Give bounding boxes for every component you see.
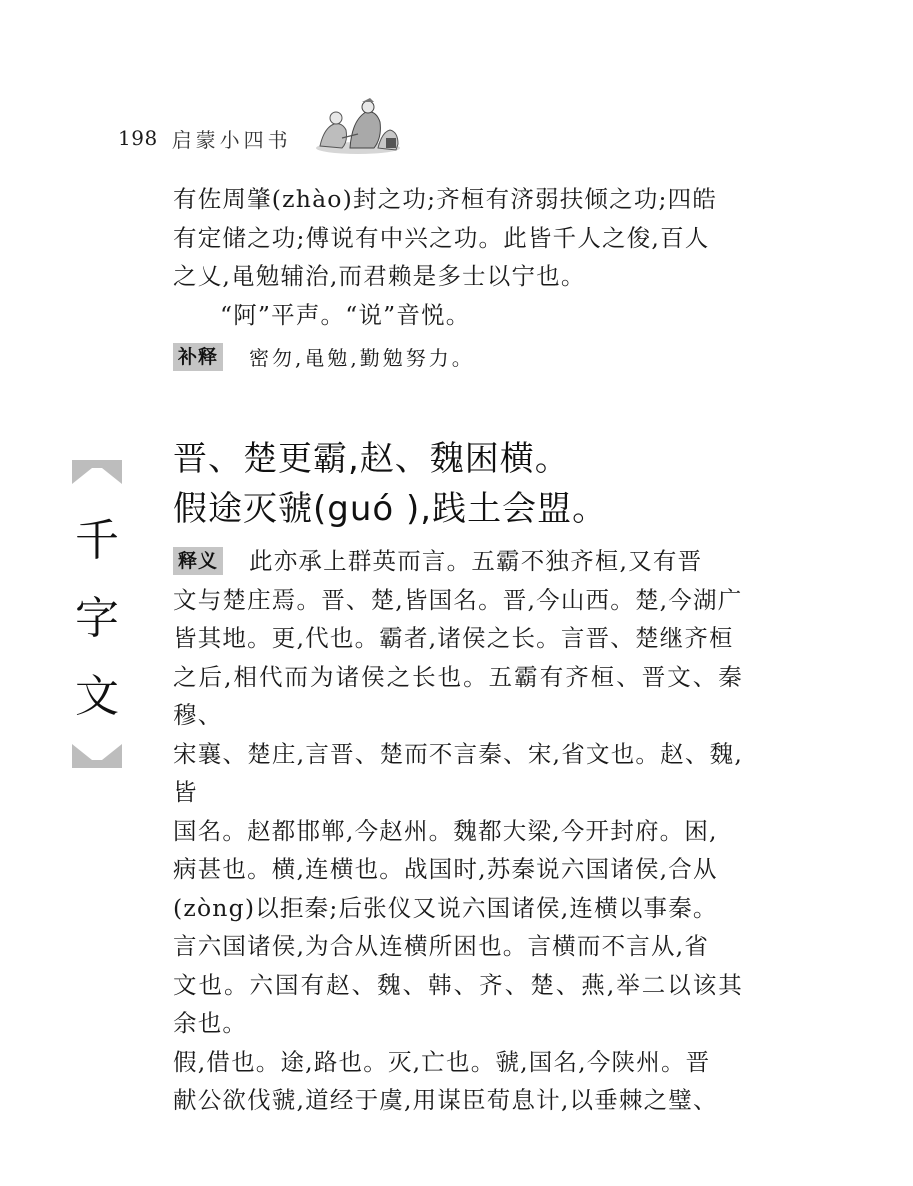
book-title: 启蒙小四书: [171, 127, 292, 152]
tab-char: 字: [75, 593, 119, 644]
tab-top-bar: [72, 460, 122, 468]
commentary-first-line: 释义 此亦承上群英而言。五霸不独齐桓,又有晋: [173, 542, 743, 581]
text-line: (zòng)以拒秦;后张仪又说六国诸侯,连横以事秦。: [173, 893, 718, 922]
page-number: 198: [118, 126, 158, 150]
scholars-illustration-icon: [312, 98, 404, 156]
text-line: 宋襄、楚庄,言晋、楚而不言秦、宋,省文也。赵、魏,皆: [173, 739, 743, 806]
verse-heading: [173, 434, 607, 534]
text-line: 之乂,黾勉辅治,而君赖是多士以宁也。: [173, 262, 586, 290]
pronunciation-note: “阿”平声。“说”音悦。: [220, 300, 471, 329]
text-line: 有定储之功;傅说有中兴之功。此皆千人之俊,百人: [173, 223, 710, 252]
tab-char: 千: [75, 515, 119, 566]
text-line: 假,借也。途,路也。灭,亡也。虢,国名,今陕州。晋: [173, 1047, 711, 1076]
commentary: [173, 542, 743, 1120]
text-line: 之后,相代而为诸侯之长也。五霸有齐桓、晋文、秦穆、: [173, 662, 743, 729]
text-line: 献公欲伐虢,道经于虞,用谋臣荀息计,以垂棘之璧、: [173, 1086, 718, 1114]
supplement-label: 补释: [173, 343, 223, 371]
text-line: 病甚也。横,连横也。战国时,苏秦说六国诸侯,合从: [173, 855, 718, 883]
side-section-tab: [72, 460, 122, 768]
tab-bottom-bar: [72, 760, 122, 768]
tab-top-corner-icon: [72, 468, 92, 484]
tab-top-corner-icon: [102, 468, 122, 484]
text-line: 皆其地。更,代也。霸者,诸侯之长。言晋、楚继齐桓: [173, 624, 734, 652]
text-line: 文与楚庄焉。晋、楚,皆国名。晋,今山西。楚,今湖广: [173, 585, 743, 614]
text-line: 文也。六国有赵、魏、韩、齐、楚、燕,举二以该其余也。: [173, 970, 743, 1037]
verse-line-1: 晋、楚更霸,赵、魏困横。: [173, 439, 570, 479]
tab-bottom-corner-icon: [72, 744, 92, 760]
text-line: 国名。赵都邯郸,今赵州。魏都大梁,今开封府。困,: [173, 816, 718, 845]
supplement-note: [173, 342, 475, 374]
text-line: 有佐周肇(zhào)封之功;齐桓有济弱扶倾之功;四皓: [173, 185, 718, 213]
running-header: [118, 118, 404, 158]
commentary-label: 释义: [173, 547, 223, 575]
verse-line-2: 假途灭虢(guó ),践土会盟。: [173, 489, 608, 529]
tab-bottom-corner-icon: [102, 744, 122, 760]
text-line: 言六国诸侯,为合从连横所困也。言横而不言从,省: [173, 932, 710, 960]
tab-char: 文: [75, 671, 119, 722]
prev-commentary: [173, 180, 743, 334]
supplement-text: 密勿,黾勉,勤勉努力。: [249, 346, 475, 370]
